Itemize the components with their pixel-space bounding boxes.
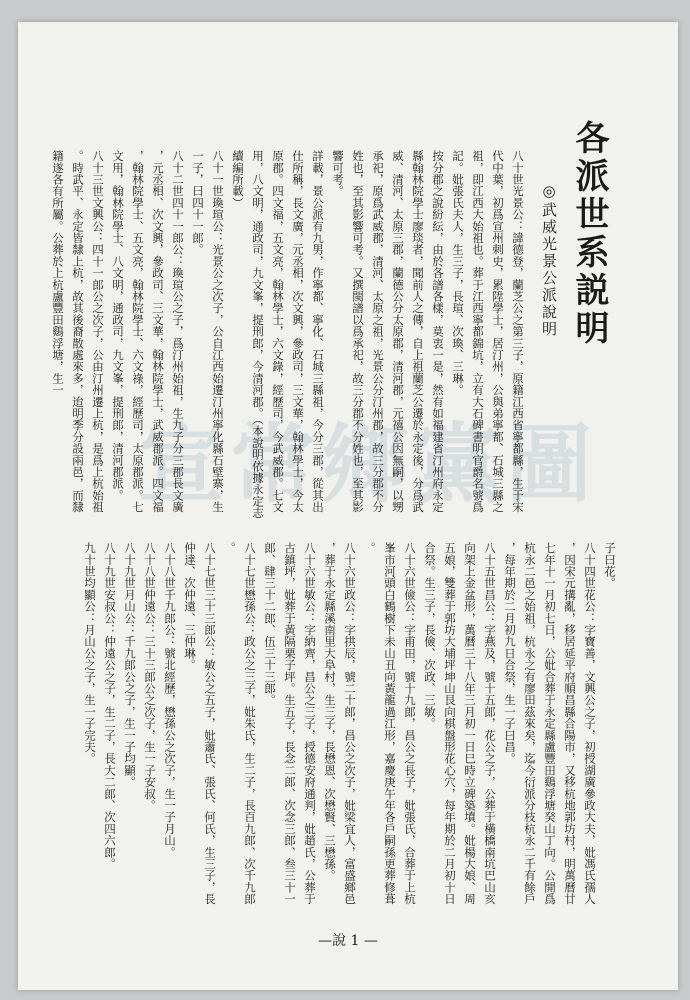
paragraph: 八十一世瑍瑄公：光景公之次子，公自江西始遷汀州寧化縣石壁寨，生一子，曰四十一郎。 bbox=[191, 150, 225, 513]
paragraph: 八十八世千九郎公：號北經歷，懋孫公之次子，生一子月山。 bbox=[163, 542, 177, 858]
top-text-block bbox=[51, 150, 528, 520]
paragraph: 八十八世仲遠公：三十三郎公之次子，生一子安叔。 bbox=[143, 542, 157, 812]
paragraph: 八十二世四十一郎公：瑍瑄公之子，爲汀州始祖，生九子分三郡長文廣，元丞相、次文興，參政司、三文華，翰林院學士，武威郡派。四文福，翰林院學士、五文亮，翰林院學士、六文祿，經歷司，太原郡派。七文用，翰林院學士、八文明，通政司，九文峯，提刑郎，清河郡派。 bbox=[111, 150, 185, 513]
paragraph: 八十七世三十三郎公：敏公之五子，妣蕭氏、張氏、何氏，生三子，長仲達、次仲遠、三仲琳。 bbox=[183, 542, 217, 905]
paragraph: 八十三世文興公：四十一郎公之次子，公由汀州遷上杭，是爲上杭始祖。時武平、永定皆隸上杭，故其後裔散處來多，迨明季分設兩邑，而隸籍遂各有所屬。公葬於上杭盧豐田鷄浮塘，生一 bbox=[51, 150, 105, 513]
bottom-text-block bbox=[60, 542, 620, 912]
paragraph: 八十世光景公：諱德登，蘭芝公之第三子，原籍江西省寧都縣，生于宋代中葉，初爲宣州刺史，累陞學士，居汀州，公與弟寧都、石城三縣之祖，即江西大始祖也。葬于江西寧都錦坑，立有大石碑書明官爵名號爲記。妣張氏夫人，生三子，長瑄、次瑍、三琳。 bbox=[451, 150, 525, 513]
paragraph: 詳載，景公派有九男，作寧都、寧化、石城三縣祖，今分三郡，從其出仕所稱，長文廣，元丞相，次文興，參政司，三文華，翰林學士，今太原郡。四文福，五文亮，翰林學士，六文錄，經歷司，今武威郡。七文用，八文明，通政司，九文峯，提刑郎，今清河郡。（本說明依據永定志續編所載） bbox=[231, 150, 325, 519]
paragraph: 子曰花。 bbox=[603, 542, 617, 589]
page-title: 各派世系説明 bbox=[569, 120, 609, 348]
document-page bbox=[18, 22, 678, 990]
paragraph: 八十九世安叔公：仲遠公之子，生二子，長大二郎、次四六郎。 bbox=[103, 542, 117, 870]
section-subtitle: ◎武威光景公派說明 bbox=[540, 182, 558, 338]
paragraph: 八十六世儉公：字甫田，號十九郎，昌公之長子，妣張氏，合葬于上杭峯市河頭白鶴樹下未山丑向黃龍過江形，嘉慶庚午年各戶嗣孫更葬修葺。 bbox=[363, 542, 417, 905]
paragraph: 八十六世敏公：字納齊，昌公之三子，授德安府通判，妣趙氏，公葬于古鎮坪，妣葬于黃隔栗子坪。生五子，長念二郎、次念三郎、叁三十一郎、肆三十二郎、伍三十三郎。 bbox=[263, 542, 317, 905]
watermark: 宣常鄉黨圖 bbox=[138, 415, 598, 515]
paragraph: 八十五世昌公：字燕及，號十五郎，花公之子，公葬于橫橋南坑巴山亥向架上金盆形，萬曆三十八年三月初一日巳時立碑築墳。妣楊大娘、周五娘，雙葬于郭坊大埔坪坤山艮向棋盤形花心穴，每年期於二月初十日合祭。生三子，長儉、次政、三敏。 bbox=[423, 542, 497, 905]
paragraph: 八十四世花公：字寶善，文興公之子，初授湖廣參政大夫，妣馮氏孺人，因宋元搆亂，移居延平府順昌縣合陽市，又移杭地郭坊村，明萬曆廿七年十一月初七日，公妣合葬于永定縣盧豐田鷄浮塘癸山丁向。公開爲杭永二邑之始祖，杭永之有廖田茲來矣，迄今衍派分枝杭永二千有餘戶，每年期於二月初九日合祭，生一子曰昌。 bbox=[503, 542, 597, 905]
paragraph: 九十世均顯公：月山公之子，生一子完夫。 bbox=[83, 542, 97, 765]
paragraph: 按分郡之說紛紜，由於各譜各樣，莫衷一是，然有如福建省汀州府永定縣翰林院學士廖琰者，聞前人之傳，自上祖蘭芝公遷於永定後，分爲武威、清河、太原三郡，蘭德公分太原郡，清河郡，元禧公因無嗣，以甥承祀，原爲武威郡，清河、太原之祖，光景公分汀州郡，故三分郡不分姓也，至其影響可考。又撰閩譜以爲承祀，故三分郡不分姓也，至其影響可考。 bbox=[331, 150, 445, 513]
paragraph: 八十七世懋孫公：政公之三子，妣朱氏，生二子，長百九郎、次千九郎。 bbox=[223, 542, 257, 905]
page-number: —說 1 — bbox=[318, 933, 378, 949]
paragraph: 八十九世月山公：千九郎公之子，生一子均顯。 bbox=[123, 542, 137, 788]
paragraph: 八十六世政公：字拱辰，號二十郎，昌公之次子，妣梁宜人，富盛鄉邑，葬于永定縣溪南里大阜村，生三子，長懋恩、次懋賢、三懋孫。 bbox=[323, 542, 357, 905]
